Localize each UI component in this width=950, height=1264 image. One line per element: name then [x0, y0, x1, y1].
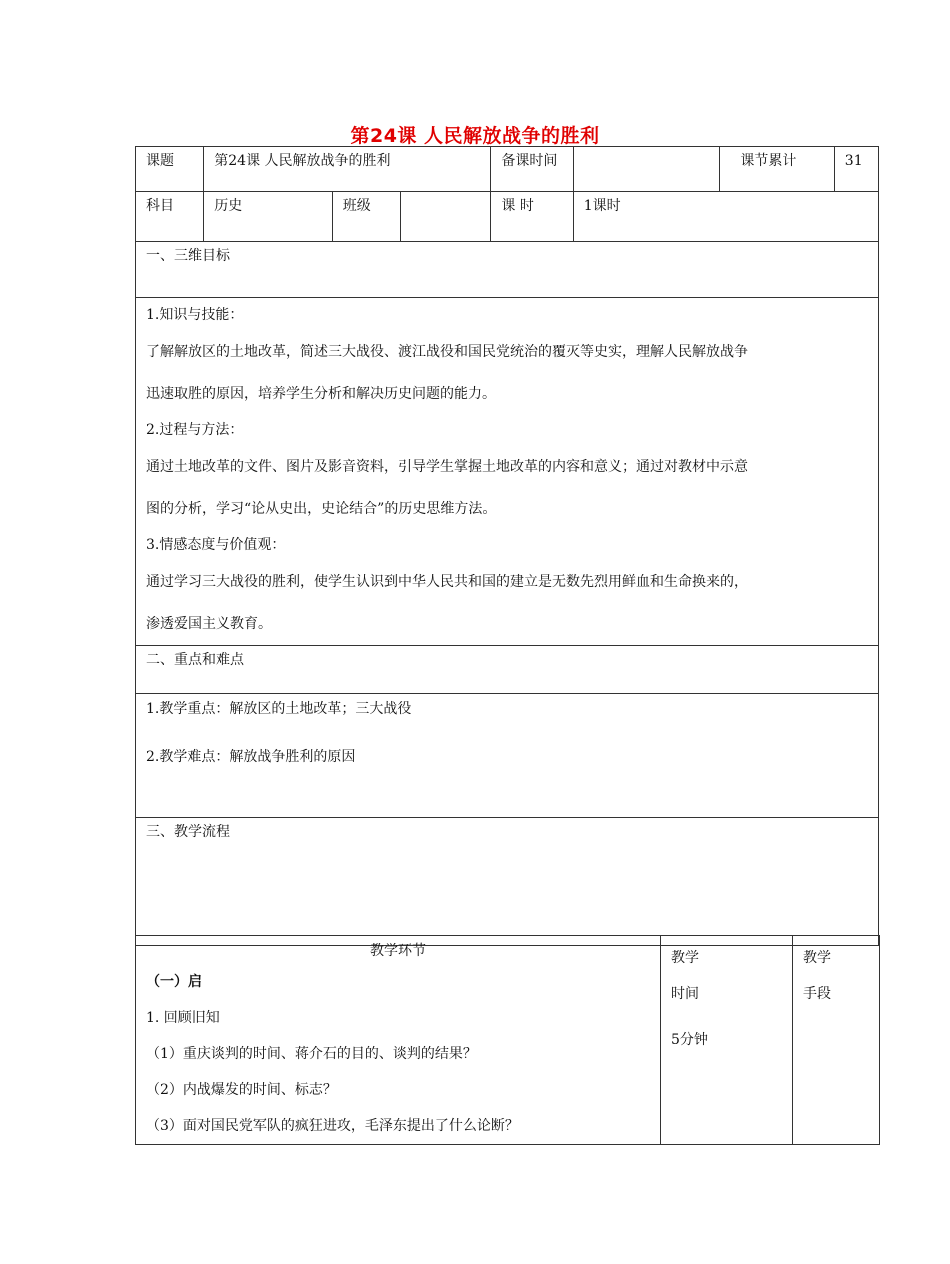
- emotion-line-1: 通过学习三大战役的胜利，使学生认识到中华人民共和国的建立是无数先烈用鲜血和生命换来的，: [146, 574, 748, 590]
- class-label: 班级: [332, 192, 400, 242]
- flow-question-3: （3）面对国民党军队的疯狂进攻，毛泽东提出了什么论断？: [146, 1118, 519, 1134]
- knowledge-line-1: 了解解放区的土地改革，简述三大战役、渡江战役和国民党统治的覆灭等史实，理解人民解放战争: [146, 344, 748, 360]
- process-line-1: 通过土地改革的文件、图片及影音资料，引导学生掌握土地改革的内容和意义；通过对教材中示意: [146, 459, 748, 475]
- focus-text: 1.教学重点：解放区的土地改革；三大战役: [146, 701, 412, 717]
- flow-review: 1. 回顾旧知: [146, 1010, 220, 1026]
- cumulative-value: 31: [834, 147, 878, 192]
- flow-time-header-1: 教学: [671, 950, 699, 966]
- teaching-flow-table: [135, 935, 880, 1145]
- hours-label: 课 时: [491, 192, 573, 242]
- flow-question-1: （1）重庆谈判的时间、蒋介石的目的、谈判的结果？: [146, 1046, 477, 1062]
- flow-question-2: （2）内战爆发的时间、标志？: [146, 1082, 337, 1098]
- topic-value: 第24课 人民解放战争的胜利: [204, 147, 491, 192]
- keypoints-heading: 二、重点和难点: [136, 646, 879, 694]
- knowledge-title: 1.知识与技能：: [146, 307, 244, 323]
- flow-means-header-2: 手段: [803, 986, 831, 1002]
- cumulative-label: 课节累计: [720, 147, 834, 192]
- flow-time-cell: [661, 936, 793, 1145]
- flow-duration: 5分钟: [671, 1032, 708, 1048]
- difficulty-text: 2.教学难点：解放战争胜利的原因: [146, 749, 356, 765]
- process-title: 2.过程与方法：: [146, 422, 244, 438]
- keypoints-content: [136, 694, 879, 818]
- emotion-title: 3.情感态度与价值观：: [146, 537, 286, 553]
- page-title: 第24课 人民解放战争的胜利: [350, 125, 600, 147]
- topic-label: 课题: [136, 147, 204, 192]
- process-heading: 三、教学流程: [136, 818, 879, 946]
- knowledge-line-2: 迅速取胜的原因，培养学生分析和解决历史问题的能力。: [146, 386, 496, 402]
- flow-means-cell: [793, 936, 880, 1145]
- emotion-line-2: 渗透爱国主义教育。: [146, 616, 272, 632]
- subject-label: 科目: [136, 192, 204, 242]
- flow-time-header-2: 时间: [671, 986, 699, 1002]
- flow-stage-cell: [136, 936, 661, 1145]
- flow-section-title: （一）启: [146, 974, 202, 990]
- goals-heading: 一、三维目标: [136, 242, 879, 298]
- prep-time-value: [573, 147, 720, 192]
- subject-value: 历史: [204, 192, 333, 242]
- class-value: [401, 192, 491, 242]
- flow-means-header-1: 教学: [803, 950, 831, 966]
- process-line-2: 图的分析，学习“论从史出，史论结合”的历史思维方法。: [146, 501, 497, 517]
- goals-content: [136, 298, 879, 646]
- lesson-plan-table: [135, 146, 879, 946]
- prep-time-label: 备课时间: [491, 147, 573, 192]
- hours-value: 1课时: [573, 192, 878, 242]
- flow-stage-header: 教学环节: [370, 943, 426, 959]
